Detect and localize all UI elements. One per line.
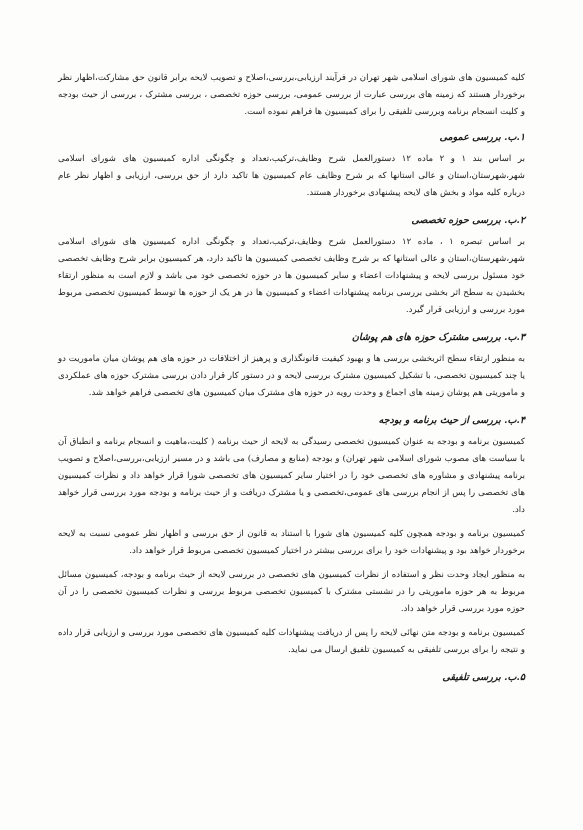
document-page (58, 70, 525, 697)
section-heading: ۱.ب. بررسی عمومی (439, 132, 525, 143)
section-paragraph: بر اساس تبصره ۱ ، ماده ۱۲ دستورالعمل شرح وظایف،ترکیب،تعداد و چگونگی اداره کمیسیون های شورای اسلامی شهر،شهرستان،استان و عالی استانها که بر شرح وظایف تخصصی کمیسیون ها تاکید دارد، هر کمیسیون برابر شرح وظایف تخصصی خود مسئول بررسی لایحه و پیشنهادات اعضاء و سایر کمیسیون ها در حوزه تخصصی خود می باشد و لازم است به منظور ارتقاء بخشیدن به سطح اثر بخشی بررسی برنامه پیشنهادات اعضاء و کمیسیون ها در هر یک از حوزه ها توسط کمیسیون تخصصی مربوط مورد بررسی و ارزیابی قرار گیرد. (58, 237, 525, 315)
section-consolidated-review (58, 671, 525, 685)
section-paragraph: به منظور ارتقاء سطح اثربخشی بررسی ها و بهبود کیفیت قانونگذاری و پرهیز از اختلافات در حوزه های هم پوشان میان ماموریت دو یا چند کمیسیون تخصصی، با تشکیل کمیسیون مشترک بررسی لایحه و در دستور کار قرار دادن بررسی مشترک حوزه های عملکردی و ماموریتی هم پوشان زمینه های اجماع و وحدت رویه در حوزه های مشترک میان کمیسیون های تخصصی فراهم خواهد شد. (58, 354, 525, 398)
section-budget-review (58, 414, 525, 659)
section-paragraph: کمیسیون برنامه و بودجه همچون کلیه کمیسیون های شورا با استناد به قانون از حق بررسی و اظهار نظر عمومی نسبت به لایحه برخوردار خواهد بود و پیشنهادات خود را برای بررسی بیشتر در اختیار کمیسیون تخصصی مربوط قرار خواهد داد. (58, 529, 525, 556)
section-general-review (58, 131, 525, 202)
section-specialized-review (58, 214, 525, 319)
section-heading: ۲.ب. بررسی حوزه تخصصی (411, 215, 525, 226)
section-paragraph: کمیسیون برنامه و بودجه به عنوان کمیسیون تخصصی رسیدگی به لایحه از حیث برنامه ( کلیت،ماهیت و انسجام برنامه و انطباق آن با سیاست های مصوب شورای اسلامی شهر تهران) و بودجه (منابع و مصارف) می باشد و در مسیر ارزیابی،بررسی،اصلاح و تصویب برنامه پیشنهادی و مشاوره های تخصصی خود را در اختیار سایر کمیسیون های تخصصی شورا قرار خواهد داد و نظرات کمیسیون های تخصصی را پس از انجام بررسی های عمومی،تخصصی و یا مشترک دریافت و از حیث برنامه و بودجه مورد بررسی قرار خواهد داد. (58, 437, 525, 515)
section-joint-review (58, 331, 525, 402)
section-paragraph: کمیسیون برنامه و بودجه متن نهائی لایحه را پس از دریافت پیشنهادات کلیه کمیسیون های تخصصی مورد بررسی و ارزیابی قرار داده و نتیجه را برای بررسی تلفیقی به کمیسیون تلفیق ارسال می نماید. (58, 628, 525, 655)
section-heading: ۵.ب. بررسی تلفیقی (442, 672, 525, 683)
section-heading: ۳.ب. بررسی مشترک حوزه های هم پوشان (351, 332, 525, 343)
section-paragraph: به منظور ایجاد وحدت نظر و استفاده از نظرات کمیسیون های تخصصی در بررسی لایحه از حیث برنامه و بودجه، کمیسیون مسائل مربوط به هر حوزه ماموریتی را در نشستی مشترک با کمیسیون تخصصی مربوط بررسی و نظرات کمیسیون تخصصی را در آن حوزه مورد بررسی قرار خواهد داد. (58, 570, 525, 614)
section-paragraph: بر اساس بند ۱ و ۲ ماده ۱۲ دستورالعمل شرح وظایف،ترکیب،تعداد و چگونگی اداره کمیسیون های شورای اسلامی شهر،شهرستان،استان و عالی استانها که بر شرح وظایف عام کمیسیون ها تاکید دارد از حق بررسی، ارزیابی و اظهار نظر عام درباره کلیه مواد و بخش های لایحه پیشنهادی برخوردار هستند. (58, 154, 525, 198)
intro-paragraph: کلیه کمیسیون های شورای اسلامی شهر تهران در فرآیند ارزیابی،بررسی،اصلاح و تصویب لایحه برابر قانون حق مشارکت،اظهار نظر برخوردار هستند که زمینه های بررسی عبارت از بررسی عمومی، بررسی حوزه تخصصی ، بررسی مشترک ، بررسی از حیث بودجه و کلیت انسجام برنامه وبررسی تلفیقی را برای کمیسیون ها فراهم نموده است. (58, 73, 525, 117)
section-heading: ۴.ب. بررسی از حیث برنامه و بودجه (378, 415, 525, 426)
